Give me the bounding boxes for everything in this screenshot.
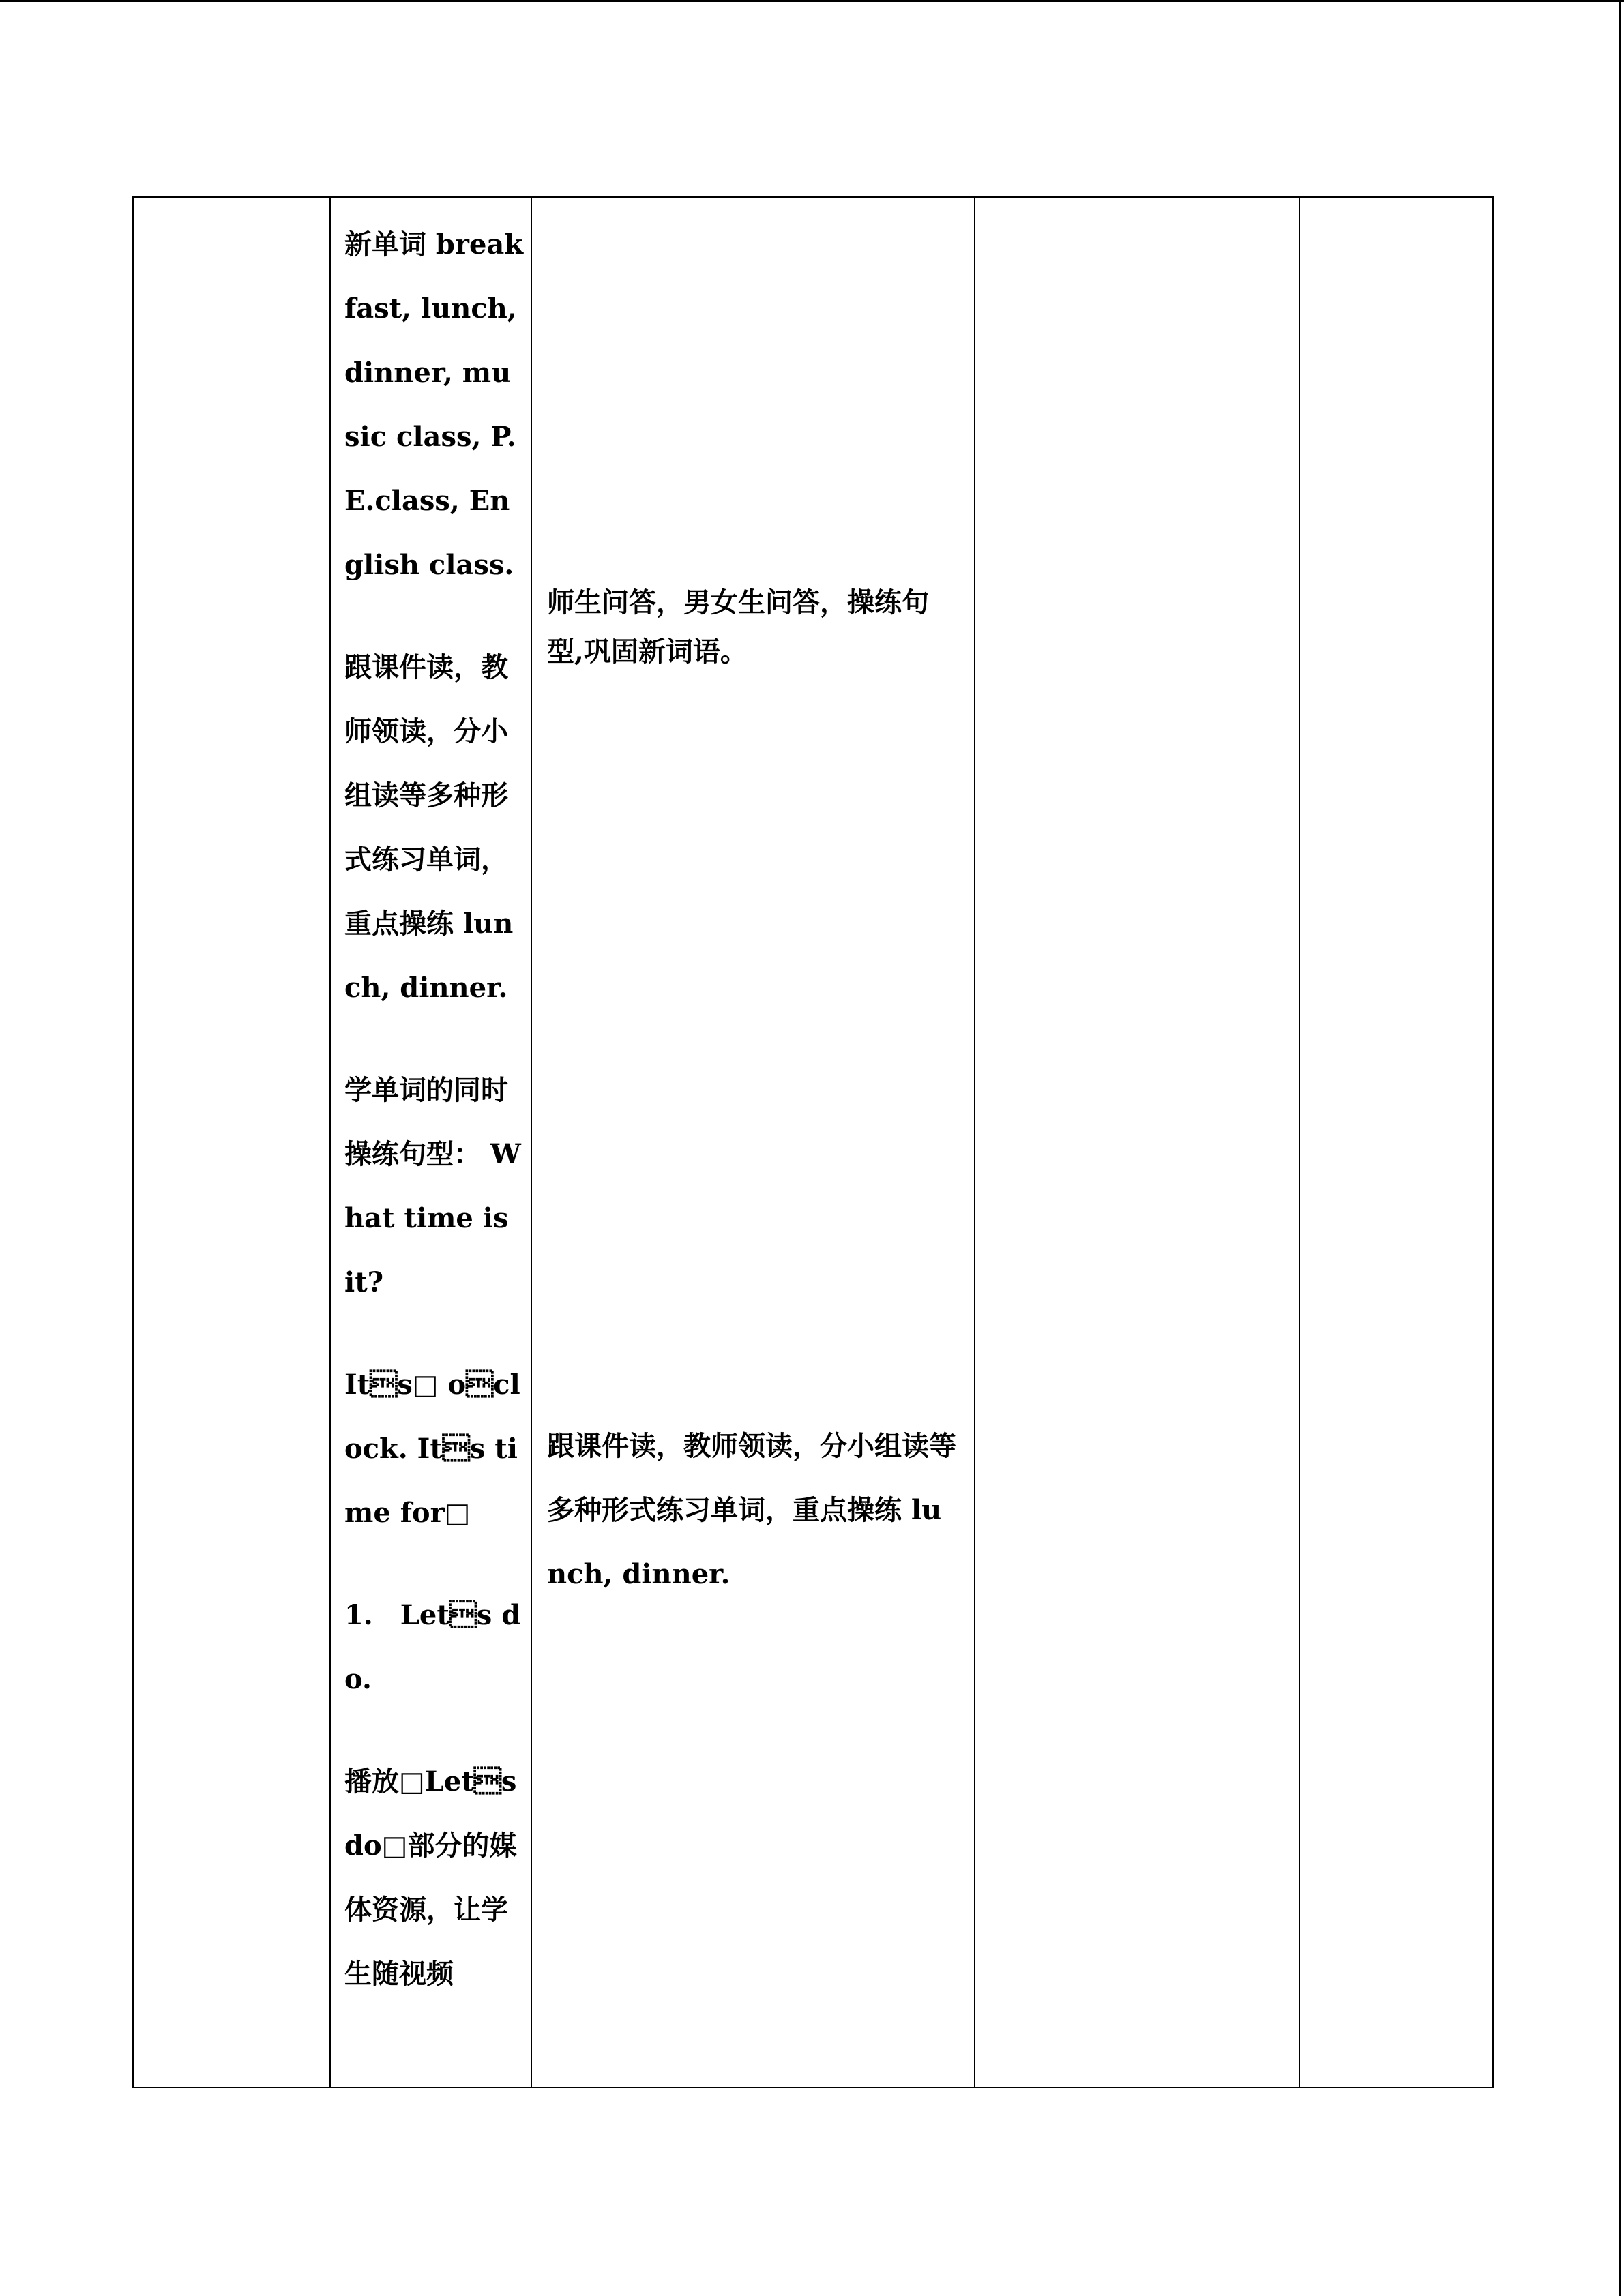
empty-cell <box>1299 197 1493 2087</box>
procedure-cell <box>330 197 531 2087</box>
lesson-plan-table <box>132 196 1494 2088</box>
procedure-content <box>331 198 531 2006</box>
new-words-block: 新单词 breakfast, lunch, dinner, music class, P.E.class, English class. <box>344 228 524 581</box>
lets-do-heading: 1. Lets do. <box>344 1599 521 1695</box>
sentence-pattern-block: 学单词的同时操练句型： What time is it? <box>344 1074 521 1298</box>
empty-cell <box>975 197 1299 2087</box>
table-row <box>133 197 1493 2087</box>
sentence-answer-block: Its□ oclock. Its time for□ <box>344 1369 520 1529</box>
page-right-border <box>1619 0 1621 2296</box>
stage-cell <box>133 197 330 2087</box>
media-play-block: 播放□Lets do□部分的媒体资源，让学生随视频 <box>344 1765 517 1990</box>
reading-practice-block: 跟课件读，教师领读，分小组读等多种形式练习单词，重点操练 lunch, dinner. <box>344 651 514 1004</box>
activity-cell <box>531 197 975 2087</box>
reading-activity-text: 跟课件读，教师领读，分小组读等多种形式练习单词，重点操练 lunch, dinner. <box>547 1430 956 1590</box>
qa-activity-text: 师生问答，男女生问答，操练句型,巩固新词语。 <box>547 586 929 668</box>
page-top-border <box>0 0 1624 2</box>
